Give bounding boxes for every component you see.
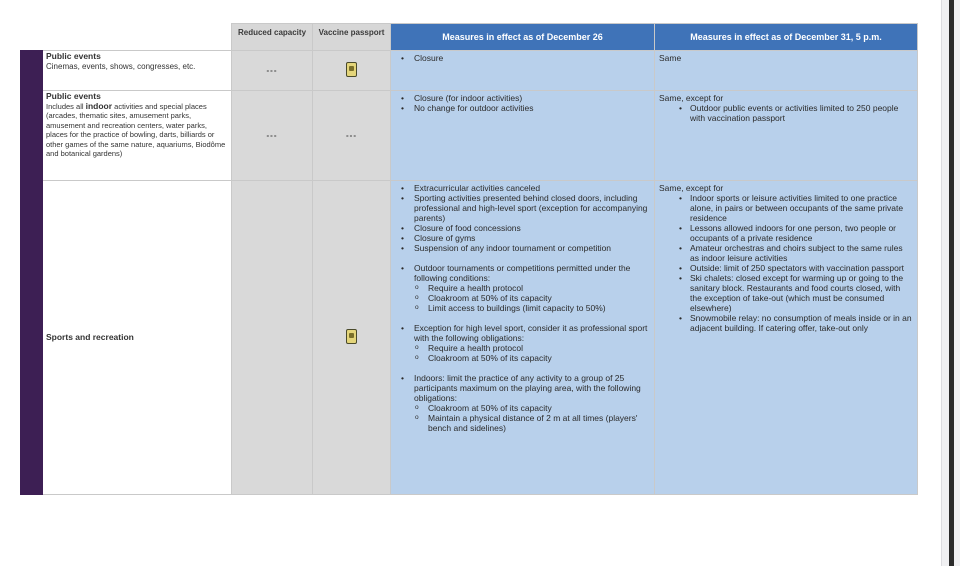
- desc-bold: indoor: [85, 100, 113, 111]
- category-description: [46, 102, 225, 159]
- measures-table: [20, 23, 918, 495]
- reduced-capacity-cell: [232, 51, 313, 91]
- desc-text: Includes all: [46, 101, 86, 111]
- table-row: [21, 181, 918, 495]
- list-item: • Closure of gyms: [395, 233, 650, 243]
- dec31-intro: Same, except for: [659, 183, 724, 193]
- header-row: [21, 24, 918, 51]
- dec31-intro: Same, except for: [659, 93, 724, 103]
- vaccine-passport-icon: [346, 62, 357, 77]
- vaccine-passport-cell: [313, 51, 391, 91]
- list-item: • Sporting activities presented behind closed doors, including professional and high-level sport (exception for accompanying parents): [395, 193, 650, 223]
- window-edge: [941, 0, 960, 566]
- list-item: • Closure: [395, 53, 650, 63]
- list-item: • Indoors: limit the practice of any activity to a group of 25 participants maximum on the playing area, with the following obligations:: [395, 373, 650, 403]
- header-measures-dec26: Measures in effect as of December 26: [391, 24, 655, 51]
- header-vaccine-passport: Vaccine passport: [313, 24, 391, 51]
- list-item: • Suspension of any indoor tournament or competition: [395, 243, 650, 253]
- sub-list-item: o Cloakroom at 50% of its capacity: [395, 403, 650, 413]
- category-stripe: [21, 181, 43, 495]
- sub-list-item: o Require a health protocol: [395, 283, 650, 293]
- category-stripe: [21, 91, 43, 181]
- category-title: Sports and recreation: [46, 331, 134, 342]
- category-title: Public events: [46, 51, 101, 61]
- table-row: [21, 51, 918, 91]
- list-item: • Outside: limit of 250 spectators with vaccination passport: [659, 263, 913, 273]
- header-reduced-capacity: Reduced capacity: [232, 24, 313, 51]
- reduced-capacity-value: ---: [266, 131, 278, 140]
- list-item: • Ski chalets: closed except for warming up or going to the sanitary block. Restaurants and food courts closed, with the exception of take-out (which must be consumed elsewhere): [659, 273, 913, 313]
- dec26-cell: [391, 51, 655, 91]
- sub-list-item: o Maintain a physical distance of 2 m at all times (players' bench and sidelines): [395, 413, 650, 433]
- header-blank: [21, 24, 43, 51]
- list-item: • Amateur orchestras and choirs subject to the same rules as indoor leisure activities: [659, 243, 913, 263]
- category-description: Cinemas, events, shows, congresses, etc.: [46, 61, 196, 71]
- category-cell: [43, 91, 232, 181]
- header-measures-dec31: Measures in effect as of December 31, 5 p.m.: [655, 24, 918, 51]
- list-item: • Closure (for indoor activities): [395, 93, 650, 103]
- sub-list-item: o Limit access to buildings (limit capacity to 50%): [395, 303, 650, 313]
- dec26-cell: [391, 91, 655, 181]
- category-title: Public events: [46, 91, 101, 101]
- reduced-capacity-value: ---: [266, 66, 278, 75]
- vaccine-passport-cell: [313, 91, 391, 181]
- sub-list-item: o Cloakroom at 50% of its capacity: [395, 293, 650, 303]
- table-row: [21, 91, 918, 181]
- list-item: • Closure of food concessions: [395, 223, 650, 233]
- scrollbar[interactable]: [949, 0, 954, 566]
- category-cell: [43, 181, 232, 495]
- vaccine-passport-icon: [346, 329, 357, 344]
- vaccine-passport-cell: [313, 181, 391, 495]
- list-item: • Extracurricular activities canceled: [395, 183, 650, 193]
- sub-list-item: o Cloakroom at 50% of its capacity: [395, 353, 650, 363]
- list-item: • Outdoor tournaments or competitions permitted under the following conditions:: [395, 263, 650, 283]
- list-item: • Outdoor public events or activities limited to 250 people with vaccination passport: [659, 103, 913, 123]
- reduced-capacity-cell: [232, 91, 313, 181]
- category-cell: [43, 51, 232, 91]
- dec31-cell: [655, 181, 918, 495]
- sub-list-item: o Require a health protocol: [395, 343, 650, 353]
- desc-text: activities and special places (arcades, thematic sites, amusement parks, amusement and recreation centers, water parks, places for the practice of bowling, darts, billiards or other games of the same nature, aquariums, Biodôme and botanical gardens): [46, 101, 226, 158]
- header-blank: [43, 24, 232, 51]
- list-item: • No change for outdoor activities: [395, 103, 650, 113]
- list-item: • Lessons allowed indoors for one person, two people or occupants of a private residence: [659, 223, 913, 243]
- dec31-cell: [655, 91, 918, 181]
- category-stripe: [21, 51, 43, 91]
- list-item: • Exception for high level sport, consider it as professional sport with the following obligations:: [395, 323, 650, 343]
- dec31-cell: [655, 51, 918, 91]
- dec31-text: Same: [659, 53, 682, 63]
- reduced-capacity-cell: [232, 181, 313, 495]
- list-item: • Indoor sports or leisure activities limited to one practice alone, in pairs or between occupants of the same private residence: [659, 193, 913, 223]
- vaccine-passport-value: ---: [346, 131, 357, 140]
- list-item: • Snowmobile relay: no consumption of meals inside or in an adjacent building. If catering offer, take-out only: [659, 313, 913, 333]
- dec26-cell: [391, 181, 655, 495]
